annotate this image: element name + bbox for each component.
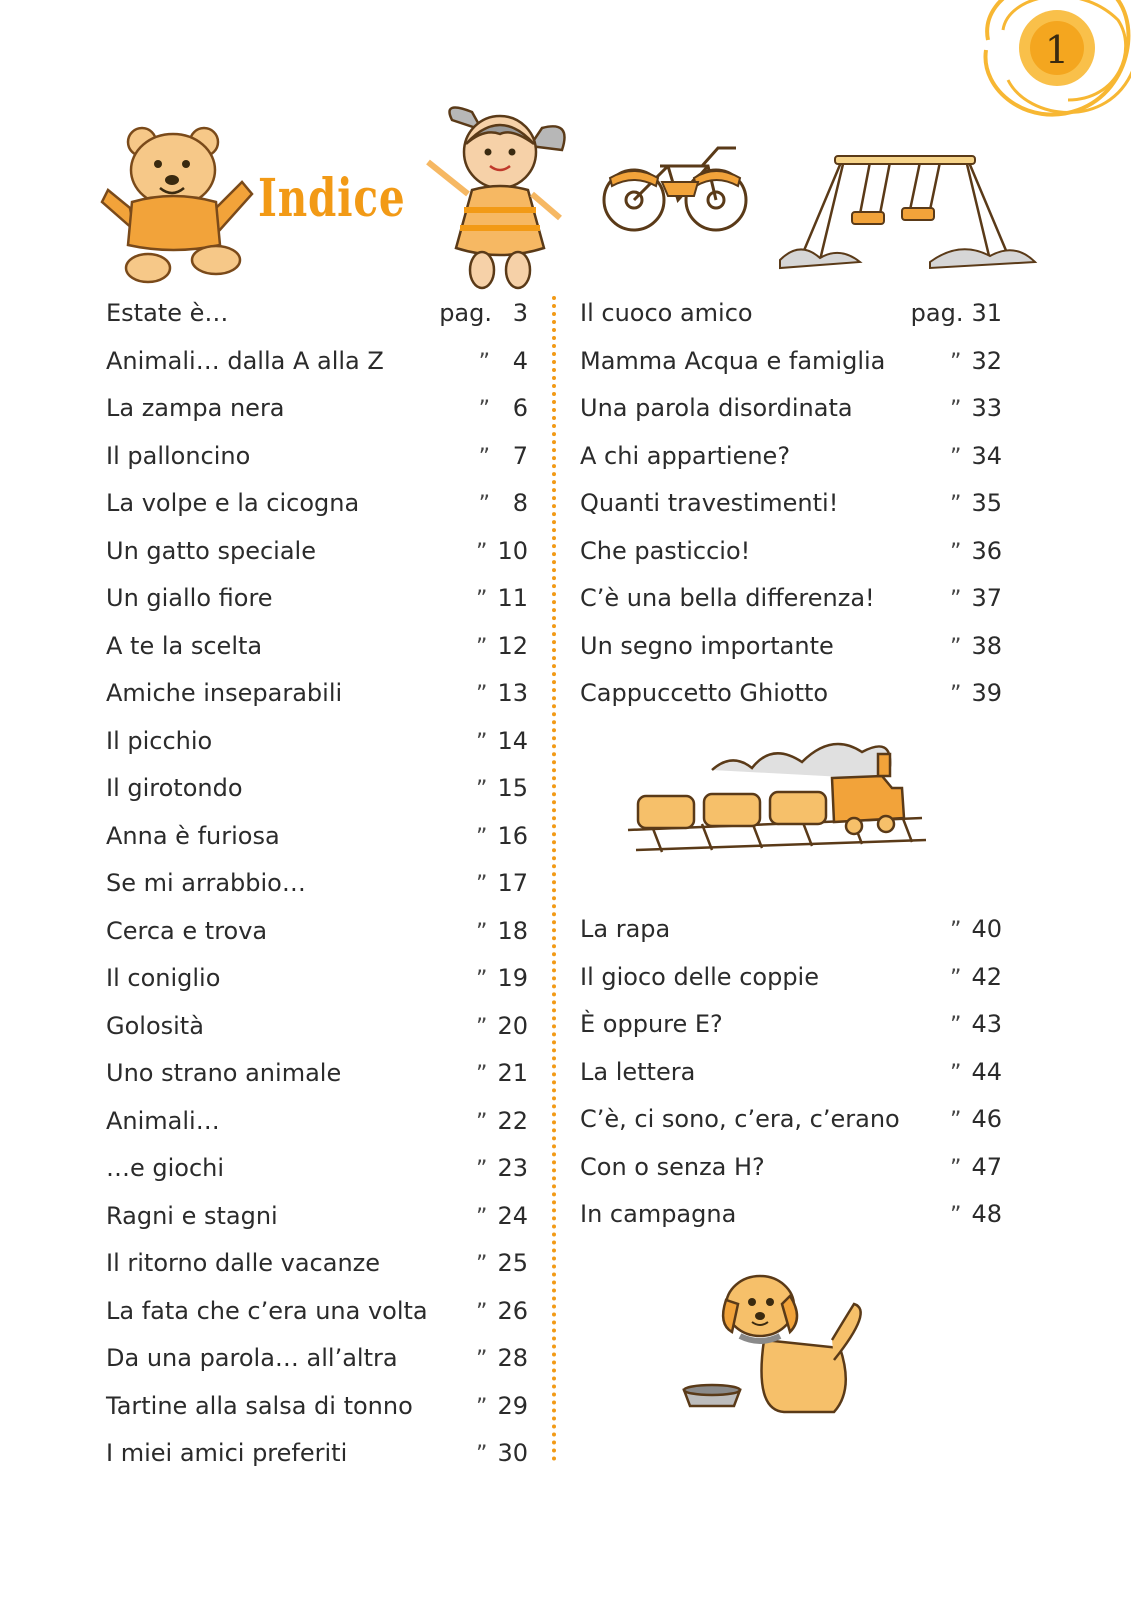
toc-entry-title: In campagna [580, 1200, 737, 1228]
toc-entry[interactable] [106, 338, 528, 386]
toc-page-number: 3 [512, 299, 528, 327]
toc-entry-title: La fata che c’era una volta [106, 1296, 428, 1325]
toc-entry[interactable] [106, 1003, 528, 1051]
toc-entry-page [476, 1193, 528, 1241]
toc-page-number: 29 [497, 1391, 528, 1420]
toc-entry-page [950, 623, 1002, 671]
toc-page-number: 25 [497, 1249, 528, 1277]
toc-entry-title: Cerca e trova [106, 916, 268, 945]
toc-page-number: 22 [497, 1106, 528, 1135]
toc-entry[interactable] [580, 906, 1002, 954]
toc-entry-title: Il gioco delle coppie [580, 962, 819, 991]
toc-entry[interactable] [106, 1288, 528, 1336]
toc-entry-page [476, 1003, 528, 1051]
toc-entry-page [439, 290, 528, 336]
ditto-mark: ” [476, 1014, 488, 1040]
toc-page-number: 47 [971, 1152, 1002, 1181]
toc-entry-page [476, 528, 528, 576]
ditto-mark: ” [476, 1252, 488, 1277]
toc-entry-page [476, 908, 528, 956]
ditto-mark: ” [950, 682, 962, 707]
toc-entry[interactable] [106, 433, 528, 481]
ditto-mark: ” [478, 349, 490, 375]
toc-entry[interactable] [106, 385, 528, 433]
toc-entry[interactable] [106, 528, 528, 576]
toc-entry[interactable] [106, 1383, 528, 1431]
toc-entry-page [950, 1096, 1002, 1144]
toc-page-number: 19 [497, 964, 528, 992]
ditto-mark: ” [478, 397, 490, 422]
toc-page-number: 13 [497, 679, 528, 707]
toc-entry-title: Un gatto speciale [106, 536, 316, 565]
toc-entry-title: La rapa [580, 915, 671, 943]
toc-page-number: 44 [971, 1057, 1002, 1086]
toc-page-number: 6 [512, 394, 528, 422]
toc-page-number: 10 [497, 536, 528, 565]
bicycle-illustration [598, 130, 758, 240]
toc-entry-page [950, 385, 1002, 433]
toc-page-number: 18 [497, 916, 528, 945]
toc-entry[interactable] [580, 1144, 1002, 1192]
toc-entry-title: Un segno importante [580, 631, 834, 660]
toc-entry[interactable] [580, 623, 1002, 671]
toc-entry[interactable] [580, 1049, 1002, 1097]
toc-page-number: 4 [512, 346, 528, 375]
toc-entry[interactable] [106, 1335, 528, 1383]
toc-entry[interactable] [106, 1193, 528, 1241]
toc-page-prefix: pag. [439, 299, 492, 327]
ditto-mark: ” [476, 1204, 488, 1230]
toc-entry-title: Se mi arrabbio… [106, 869, 306, 897]
ditto-mark: ” [950, 1013, 962, 1038]
ditto-mark: ” [476, 1062, 488, 1087]
toc-entry-title: Una parola disordinata [580, 394, 853, 422]
ditto-mark: ” [476, 729, 488, 755]
toc-entry[interactable] [106, 575, 528, 623]
toc-entry-title: Quanti travestimenti! [580, 489, 839, 517]
toc-entry-title: Con o senza H? [580, 1152, 765, 1181]
toc-right-column-top [580, 290, 1002, 718]
toc-entry[interactable] [106, 955, 528, 1003]
toc-entry-page [476, 955, 528, 1003]
ditto-mark: ” [476, 1109, 488, 1135]
toc-entry-page [950, 1001, 1002, 1049]
toc-entry-title: Animali… [106, 1106, 220, 1135]
toc-entry[interactable] [580, 385, 1002, 433]
ditto-mark: ” [950, 349, 962, 375]
toc-entry-title: Il palloncino [106, 441, 251, 470]
toc-entry-page [950, 1144, 1002, 1192]
ditto-mark: ” [950, 539, 962, 565]
toc-page-number: 39 [971, 679, 1002, 707]
toc-entry[interactable] [580, 480, 1002, 528]
toc-entry-page [476, 623, 528, 671]
toc-page-number: 35 [971, 489, 1002, 517]
toc-entry-page [476, 860, 528, 908]
toc-right-column-bottom [580, 906, 1002, 1239]
toc-entry-title: Mamma Acqua e famiglia [580, 346, 886, 375]
toc-page-number: 32 [971, 346, 1002, 375]
toc-entry[interactable] [106, 1430, 528, 1478]
toc-entry[interactable] [580, 290, 1002, 338]
toc-entry-title: I miei amici preferiti [106, 1439, 348, 1467]
toc-entry-title: Animali… dalla A alla Z [106, 346, 384, 375]
toc-page-number: 43 [971, 1010, 1002, 1038]
toc-entry[interactable] [106, 765, 528, 813]
toc-entry-title: Amiche inseparabili [106, 679, 343, 707]
toc-entry[interactable] [580, 575, 1002, 623]
toc-page-number: 33 [971, 394, 1002, 422]
toc-page-number: 48 [971, 1200, 1002, 1228]
toc-entry-page [476, 765, 528, 813]
toc-entry[interactable] [106, 670, 528, 718]
toc-entry-title: C’è una bella differenza! [580, 584, 875, 612]
toc-entry-title: Ragni e stagni [106, 1201, 278, 1230]
toc-entry-page [476, 1383, 528, 1431]
toc-entry-title: C’è, ci sono, c’era, c’erano [580, 1105, 900, 1133]
toc-page-number: 46 [971, 1105, 1002, 1133]
swing-set-illustration [780, 150, 1040, 280]
toc-entry-title: Da una parola… all’altra [106, 1344, 398, 1372]
toc-entry-page [476, 575, 528, 623]
toc-entry[interactable] [580, 338, 1002, 386]
toc-page-number: 11 [497, 584, 528, 612]
ditto-mark: ” [478, 444, 490, 470]
toc-page-prefix: pag. [910, 299, 964, 327]
toc-entry-page [479, 385, 528, 433]
toc-page-number: 42 [971, 962, 1002, 991]
ditto-mark: ” [476, 777, 488, 802]
toc-entry-title: La lettera [580, 1057, 696, 1086]
ditto-mark: ” [476, 1347, 488, 1372]
toc-entry-page [950, 433, 1002, 481]
toc-entry[interactable] [106, 480, 528, 528]
ditto-mark: ” [950, 397, 962, 422]
toc-entry-page [479, 338, 528, 386]
toc-entry[interactable] [106, 1240, 528, 1288]
toc-entry[interactable] [106, 1050, 528, 1098]
toc-page-number: 37 [971, 584, 1002, 612]
toc-entry-page [476, 718, 528, 766]
toc-entry-title: Anna è furiosa [106, 821, 280, 850]
toc-entry[interactable] [580, 1096, 1002, 1144]
ditto-mark: ” [476, 587, 488, 612]
toc-page-number: 40 [971, 915, 1002, 943]
ditto-mark: ” [950, 492, 962, 517]
toc-entry-page [476, 670, 528, 718]
toc-entry-page [950, 1191, 1002, 1239]
toc-entry-title: A chi appartiene? [580, 441, 791, 470]
toc-entry-title: È oppure E? [580, 1010, 723, 1038]
toc-page-number: 16 [497, 821, 528, 850]
ditto-mark: ” [950, 1108, 962, 1133]
toc-entry[interactable] [580, 954, 1002, 1002]
ditto-mark: ” [950, 918, 962, 943]
ditto-mark: ” [476, 872, 488, 897]
ditto-mark: ” [476, 634, 488, 660]
toc-page-number: 12 [497, 631, 528, 660]
ditto-mark: ” [476, 1394, 488, 1420]
toc-entry-title: Il coniglio [106, 964, 221, 992]
toc-page-number: 34 [971, 441, 1002, 470]
toc-page-number: 36 [971, 536, 1002, 565]
toc-entry[interactable] [106, 718, 528, 766]
toc-page-number: 30 [497, 1439, 528, 1467]
ditto-mark: ” [950, 965, 962, 991]
toc-entry-page [479, 433, 528, 481]
toc-entry-page [950, 954, 1002, 1002]
toc-entry-title: Tartine alla salsa di tonno [106, 1391, 413, 1420]
toc-entry-title: Che pasticcio! [580, 536, 751, 565]
toc-entry-title: Estate è… [106, 299, 229, 327]
toc-page-number: 23 [497, 1154, 528, 1182]
ditto-mark: ” [950, 634, 962, 660]
ditto-mark: ” [950, 444, 962, 470]
toc-entry-page [950, 906, 1002, 954]
toc-entry-page [950, 480, 1002, 528]
toc-entry-page [476, 1288, 528, 1336]
toc-entry-page [476, 813, 528, 861]
ditto-mark: ” [476, 967, 488, 992]
ditto-mark: ” [950, 1203, 962, 1228]
toc-entry-title: Cappuccetto Ghiotto [580, 679, 829, 707]
ditto-mark: ” [476, 1299, 488, 1325]
toc-entry-page [479, 480, 528, 528]
toc-page-number: 28 [497, 1344, 528, 1372]
toc-entry-title: Golosità [106, 1011, 204, 1040]
toc-entry[interactable] [580, 433, 1002, 481]
ditto-mark: ” [476, 682, 488, 707]
ditto-mark: ” [476, 1442, 488, 1467]
toc-entry-page [476, 1430, 528, 1478]
toc-page-number: 15 [497, 774, 528, 802]
toc-entry-title: La zampa nera [106, 394, 285, 422]
ditto-mark: ” [950, 587, 962, 612]
page-title: Indice [258, 168, 406, 229]
toc-page-number: 26 [497, 1296, 528, 1325]
toc-entry[interactable] [106, 623, 528, 671]
toc-entry-page [476, 1098, 528, 1146]
toc-entry-title: Il ritorno dalle vacanze [106, 1249, 381, 1277]
page-number: 1 [1044, 28, 1070, 72]
toc-page-number: 20 [497, 1011, 528, 1040]
ditto-mark: ” [476, 824, 488, 850]
toc-entry-page [950, 575, 1002, 623]
sun-swirl-icon [968, 0, 1131, 150]
toc-entry-title: Un giallo fiore [106, 584, 273, 612]
toc-entry-page [911, 290, 1002, 336]
ditto-mark: ” [950, 1155, 962, 1181]
toc-page-number: 24 [497, 1201, 528, 1230]
toc-page-number: 7 [512, 441, 528, 470]
toc-entry-page [950, 670, 1002, 718]
toc-entry-title: …e giochi [106, 1154, 225, 1182]
toc-page-number: 31 [971, 299, 1002, 327]
toc-page-number: 17 [497, 869, 528, 897]
ditto-mark: ” [476, 919, 488, 945]
toc-entry-page [476, 1050, 528, 1098]
toc-page-number: 8 [512, 489, 528, 517]
ditto-mark: ” [476, 1157, 488, 1182]
toc-entry[interactable] [580, 1001, 1002, 1049]
toc-entry-page [950, 528, 1002, 576]
toc-entry[interactable] [580, 1191, 1002, 1239]
toc-entry[interactable] [106, 290, 528, 338]
doll-illustration [412, 100, 582, 290]
ditto-mark: ” [476, 539, 488, 565]
column-divider [552, 296, 556, 1462]
toc-entry[interactable] [106, 1098, 528, 1146]
teddy-bear-illustration [100, 120, 260, 290]
toc-entry-title: A te la scelta [106, 631, 263, 660]
toc-entry-page [476, 1240, 528, 1288]
toc-entry[interactable] [106, 860, 528, 908]
ditto-mark: ” [950, 1060, 962, 1086]
toc-entry-title: Il picchio [106, 726, 213, 755]
toc-entry[interactable] [106, 813, 528, 861]
ditto-mark: ” [478, 492, 490, 517]
toc-page-number: 21 [497, 1059, 528, 1087]
toc-entry[interactable] [580, 528, 1002, 576]
toc-entry[interactable] [106, 908, 528, 956]
toc-entry-title: Il girotondo [106, 774, 243, 802]
toc-page-number: 14 [497, 726, 528, 755]
toc-entry-title: Uno strano animale [106, 1059, 342, 1087]
toc-entry-page [476, 1145, 528, 1193]
toc-entry-title: La volpe e la cicogna [106, 489, 360, 517]
toc-page-number: 38 [971, 631, 1002, 660]
dog-illustration [614, 1270, 984, 1420]
toc-left-column [106, 290, 528, 1478]
toc-entry-title: Il cuoco amico [580, 299, 753, 327]
toc-entry[interactable] [580, 670, 1002, 718]
toc-entry-page [476, 1335, 528, 1383]
toc-entry-page [950, 338, 1002, 386]
train-illustration [622, 722, 932, 872]
toc-entry-page [950, 1049, 1002, 1097]
toc-entry[interactable] [106, 1145, 528, 1193]
